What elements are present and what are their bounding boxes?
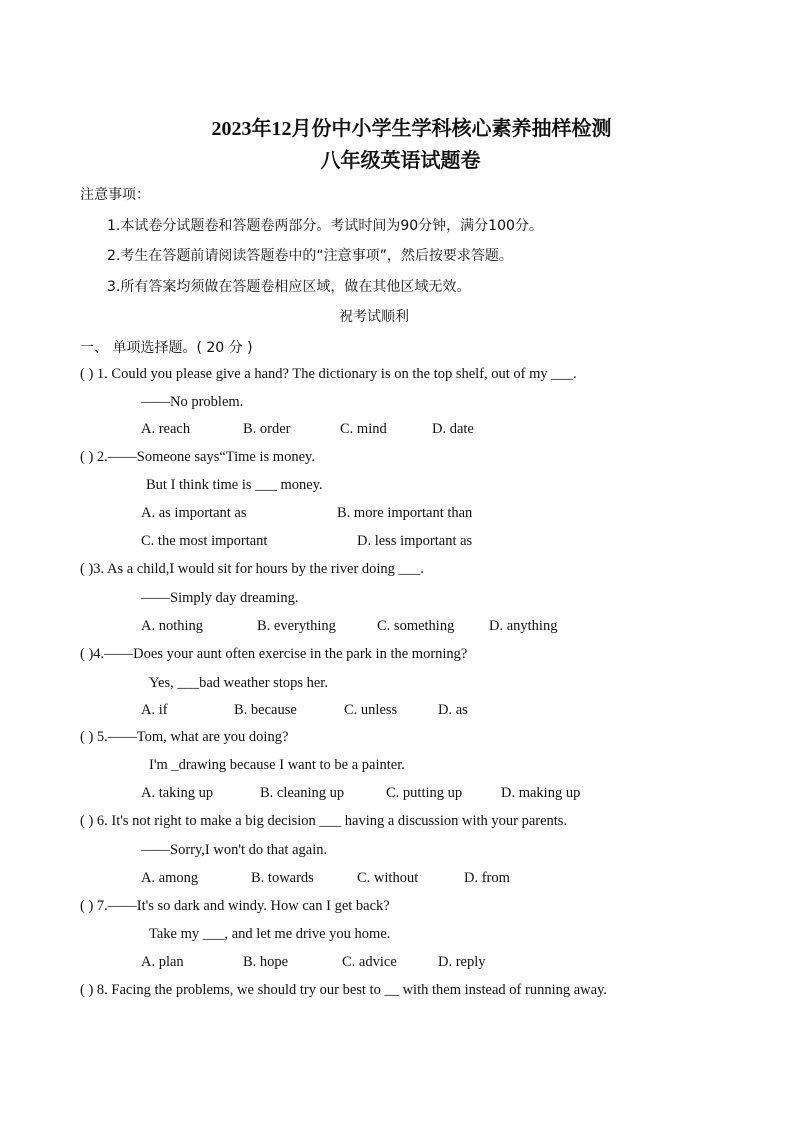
option: D. making up xyxy=(501,785,581,801)
section-heading: 一、 单项选择题。( 20 分 ) xyxy=(80,340,253,356)
option: C. something xyxy=(377,618,455,634)
option: D. from xyxy=(464,870,510,886)
option: A. plan xyxy=(141,954,184,970)
question-stem: ( ) 2.——Someone says“Time is money. xyxy=(80,449,315,465)
option: B. order xyxy=(243,421,291,437)
option: C. without xyxy=(357,870,419,886)
page-title: 2023年12月份中小学生学科核心素养抽样检测 xyxy=(211,118,612,140)
option: A. taking up xyxy=(141,785,214,801)
question-reply: Yes, ___bad weather stops her. xyxy=(149,675,328,691)
notice-heading: 注意事项： xyxy=(80,187,150,203)
option: A. among xyxy=(141,870,199,886)
option: B. hope xyxy=(243,954,289,970)
option: A. nothing xyxy=(141,618,204,634)
option: B. more important than xyxy=(337,505,473,521)
question-stem: ( ) 1. Could you please give a hand? The dictionary is on the top shelf, out of my ___. xyxy=(80,366,577,382)
question-stem: ( ) 8. Facing the problems, we should try our best to __ with them instead of running away. xyxy=(80,982,608,998)
option: A. as important as xyxy=(141,505,247,521)
question-stem: ( ) 5.——Tom, what are you doing? xyxy=(80,729,289,745)
option: C. the most important xyxy=(141,533,268,549)
question-reply: ——Sorry,I won't do that again. xyxy=(141,842,328,858)
notice-item: 2.考生在答题前请阅读答题卷中的“注意事项”，然后按要求答题。 xyxy=(107,248,513,264)
wish-text: 祝考试顺利 xyxy=(339,309,409,325)
option: B. because xyxy=(234,702,297,718)
option: D. less important as xyxy=(357,533,473,549)
question-stem: ( )4.——Does your aunt often exercise in the park in the morning? xyxy=(80,646,468,662)
option: C. unless xyxy=(344,702,398,718)
option: A. reach xyxy=(141,421,191,437)
option: B. towards xyxy=(251,870,314,886)
option: C. putting up xyxy=(386,785,463,801)
question-reply: I'm _drawing because I want to be a painter. xyxy=(149,757,405,773)
option: A. if xyxy=(141,702,168,718)
question-stem: ( ) 6. It's not right to make a big decision ___ having a discussion with your parents. xyxy=(80,813,568,829)
question-reply: But I think time is ___ money. xyxy=(146,477,323,493)
option: D. as xyxy=(438,702,468,718)
option: D. anything xyxy=(489,618,558,634)
option: D. reply xyxy=(438,954,486,970)
option: C. advice xyxy=(342,954,397,970)
page-subtitle: 八年级英语试题卷 xyxy=(320,150,481,172)
option: B. cleaning up xyxy=(260,785,345,801)
option: C. mind xyxy=(340,421,387,437)
question-reply: ——Simply day dreaming. xyxy=(141,590,299,606)
question-reply: Take my ___, and let me drive you home. xyxy=(149,926,391,942)
question-reply: ——No problem. xyxy=(141,394,244,410)
option: B. everything xyxy=(257,618,336,634)
notice-item: 3.所有答案均须做在答题卷相应区域，做在其他区域无效。 xyxy=(107,279,471,295)
notice-item: 1.本试卷分试题卷和答题卷两部分。考试时间为90分钟，满分100分。 xyxy=(107,218,543,234)
question-stem: ( ) 7.——It's so dark and windy. How can I get back? xyxy=(80,898,390,914)
question-stem: ( )3. As a child,I would sit for hours by the river doing ___. xyxy=(80,561,424,577)
option: D. date xyxy=(432,421,474,437)
